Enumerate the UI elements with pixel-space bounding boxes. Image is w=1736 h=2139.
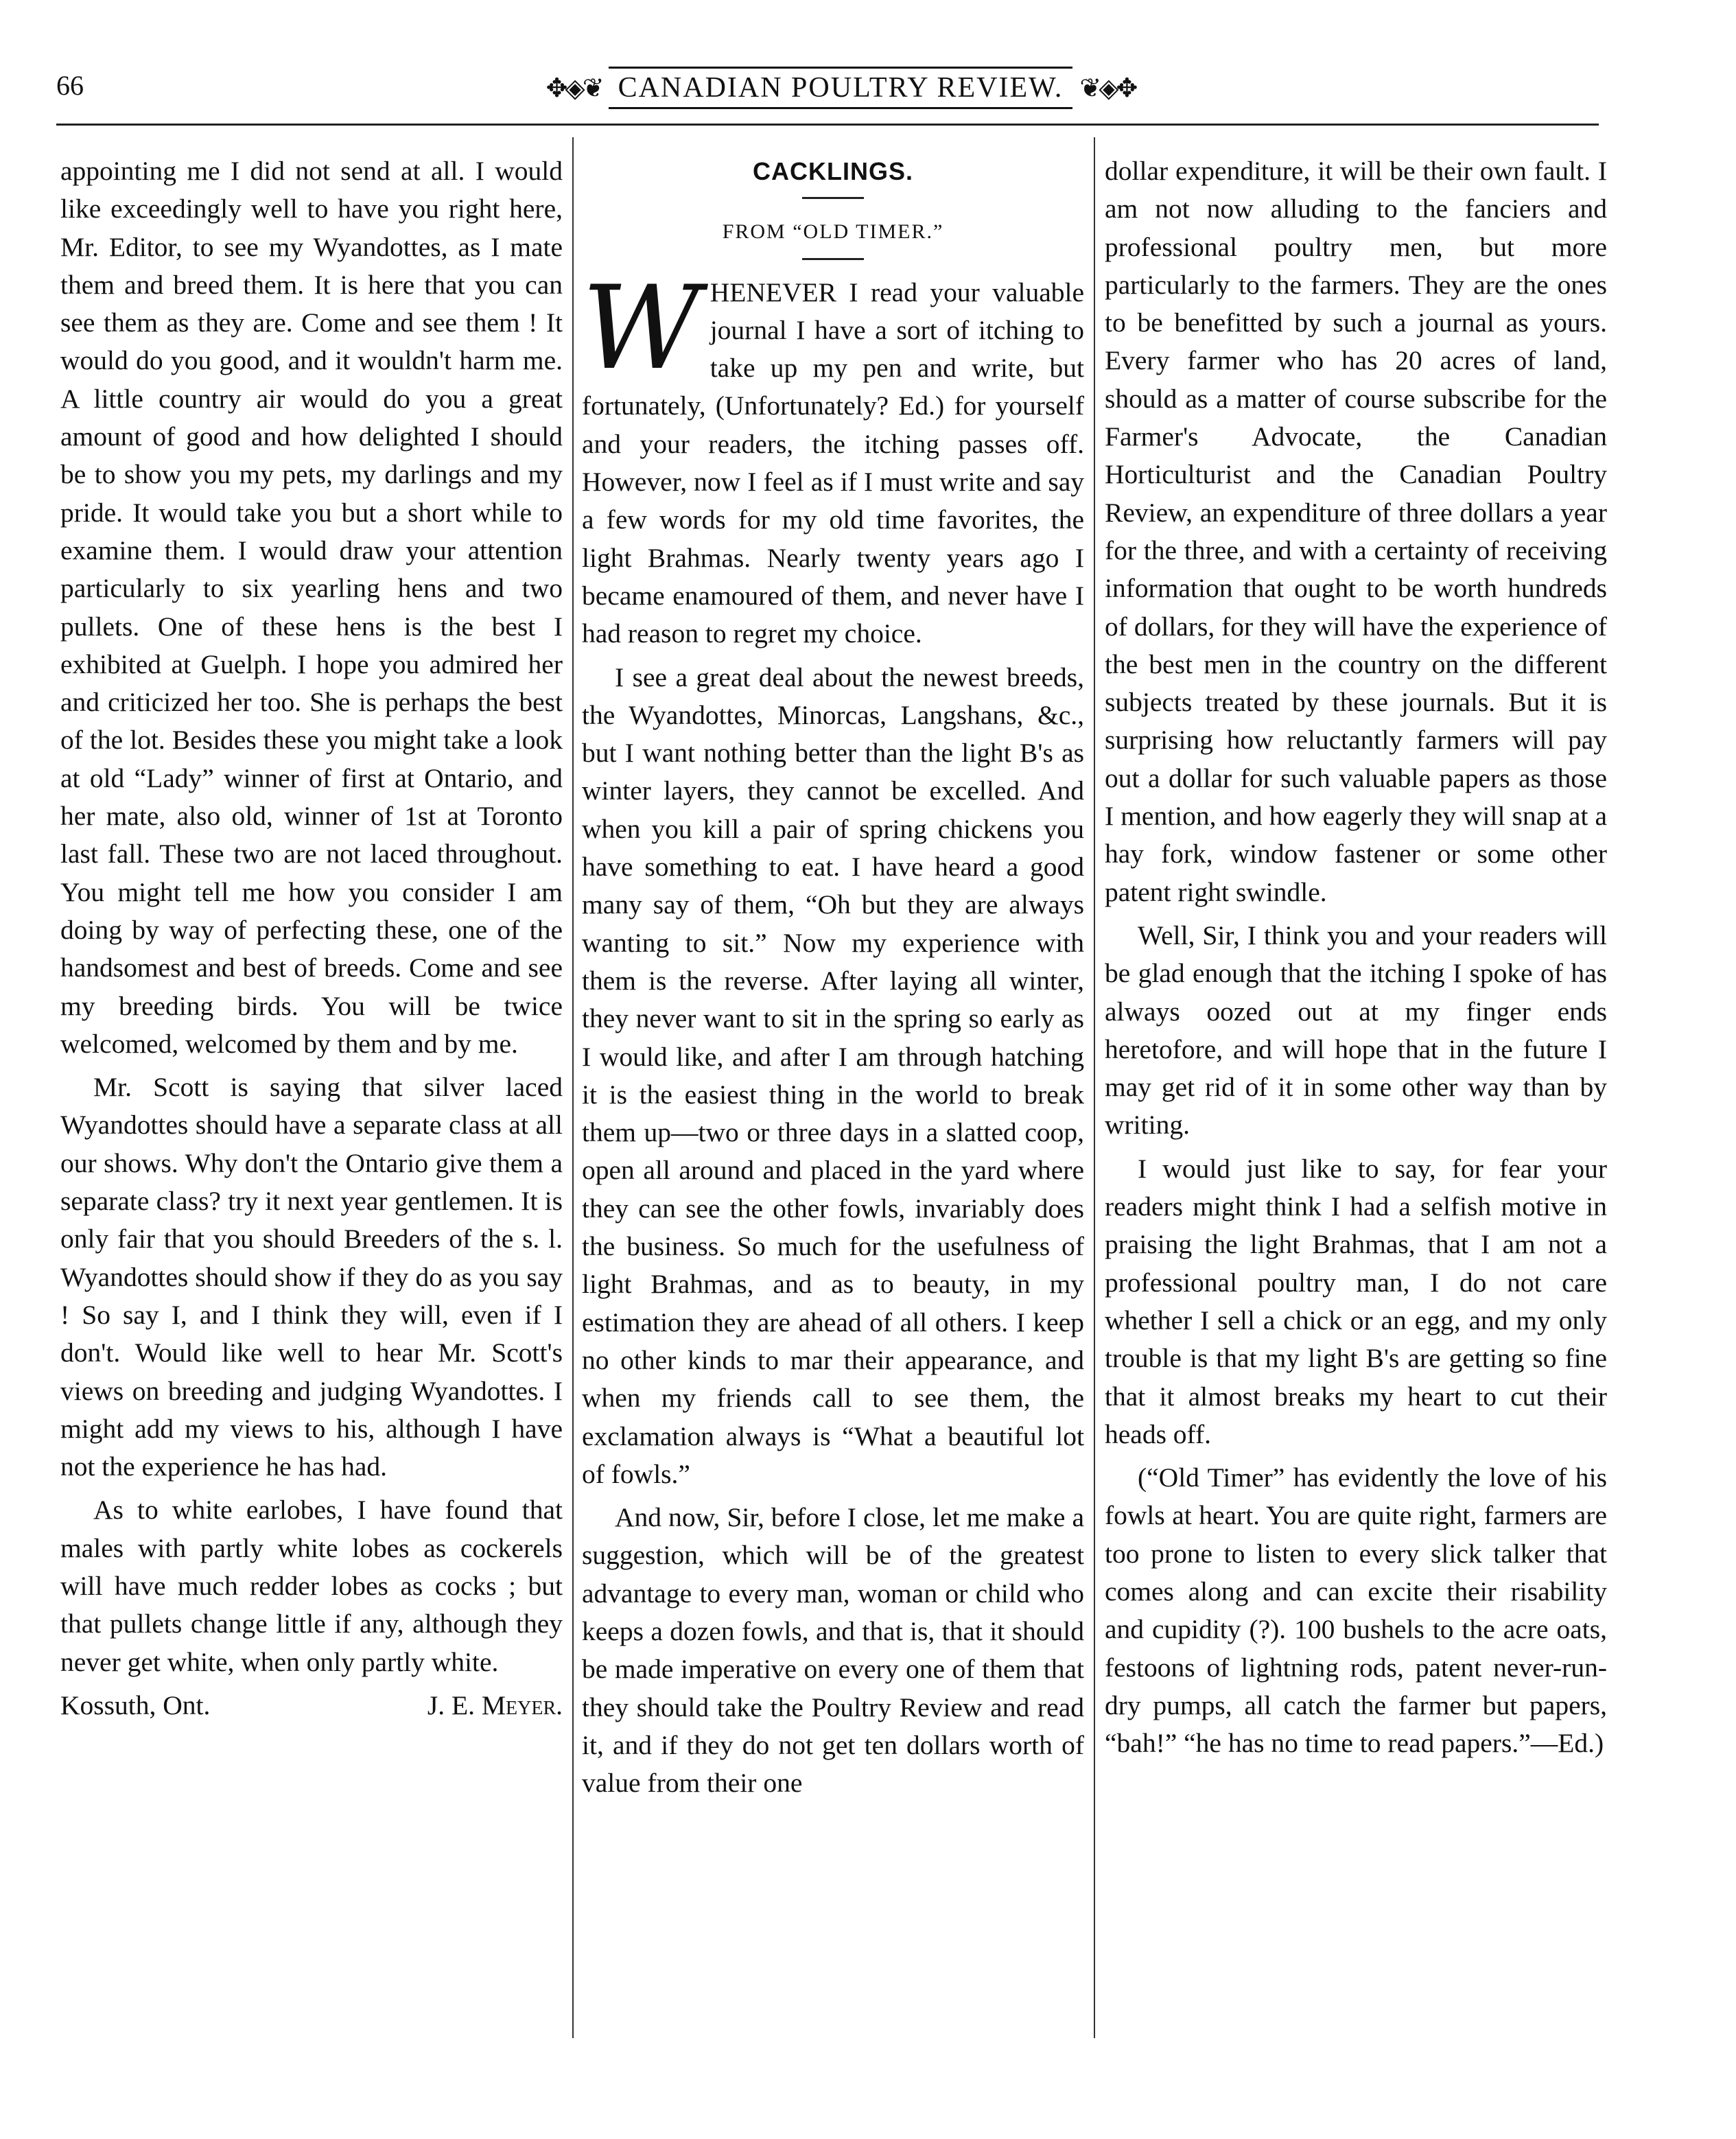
header-rule	[56, 124, 1599, 126]
article-byline: FROM “OLD TIMER.”	[722, 220, 944, 244]
col2-paragraph-3: And now, Sir, before I close, let me make a suggestion, which will be of the greatest advantage to every man, woman or child who keeps a dozen fowls, and that is, that it should be made imperative on every one of them that they should take the Poultry Review and read it, and if they do not get ten dollars worth of value from their one	[582, 1502, 1084, 1799]
col3-paragraph-3: I would just like to say, for fear your readers might think I had a selfish motive in praising the light Brahmas, that I am not a professional poultry man, I do not care whether I sell a chick or an egg, and my only trouble is that my light B's are getting so fine that it almost breaks my heart to cut their heads off.	[1105, 1153, 1607, 1449]
col2-paragraph-2: I see a great deal about the newest breeds, the Wyandottes, Minorcas, Langshans, &c., but I want nothing better than the light B's as winter layers, they cannot be excelled. And when you kill a pair of spring chickens you have something to eat. I have heard a good many say of them, “Oh but they are always wanting to sit.” Now my experience with them is the reverse. After laying all winter, they never want to sit in the spring so early as I would like, and after I am through hatching it is the easiest thing in the world to break them up—two or three days in a slatted coop, open all around and placed in the yard where they can see the other fowls, invariably does the business. So much for the usefulness of light Brahmas, and as to beauty, in my estimation they are ahead of all others. I keep no other kinds to mar their appearance, and when my friends call to see them, the exclamation always is “What a beautiful lot of fowls.”	[582, 662, 1084, 1489]
page-number: 66	[56, 70, 84, 101]
column-divider-2	[1094, 137, 1095, 2038]
masthead-title: CANADIAN POULTRY REVIEW.	[609, 67, 1073, 109]
masthead	[542, 60, 1139, 115]
article-heading: CACKLINGS.	[753, 157, 913, 185]
col2-paragraph-1-text: HENEVER I read your valuable journal I have a sort of itching to take up my pen and write, but fortunately, (Unfortunately? Ed.) for yourself and your readers, the itching passes off. However, now I feel as if I must write and say a few words for my old time favorites, the light Brahmas. Nearly twenty years ago I became enamoured of them, and never have I had reason to regret my choice.	[582, 277, 1084, 649]
col1-paragraph-1: appointing me I did not send at all. I would like exceedingly well to have you right here, Mr. Editor, to see my Wyandottes, as I mate them and breed them. It is here that you can see them as they are. Come and see them ! It would do you good, and it wouldn't harm me. A little country air would do you a great amount of good and how delighted I should be to show you my pets, my darlings and my pride. It would take you but a short while to examine them. I would draw your attention particularly to six yearling hens and two pullets. One of these hens is the best I exhibited at Guelph. I hope you admired her and criticized her too. She is perhaps the best of the lot. Besides these you might take a look at old “Lady” winner of first at Ontario, and her mate, also old, winner of 1st at Toronto last fall. These two are not laced throughout. You might tell me how you consider I am doing by way of perfecting these, one of the handsomest and best of breeds. Come and see my breeding birds. You will be twice welcomed, welcomed by them and by me.	[60, 156, 563, 1059]
ornament-left-icon: ✥◈❦	[546, 73, 602, 103]
col3-paragraph-2: Well, Sir, I think you and your readers will be glad enough that the itching I spoke of has always oozed out at my finger ends heretofore, and will hope that in the future I may get rid of it in some other way than by writing.	[1105, 920, 1607, 1141]
col2-paragraph-1	[582, 260, 1084, 653]
col1-paragraph-3: As to white earlobes, I have found that males with partly white lobes as cockerels will have much redder lobes as cocks ; but that pullets change little if any, although they never get white, when only partly white.	[60, 1495, 563, 1677]
column-1	[60, 152, 563, 2067]
byline-rule	[802, 258, 864, 260]
col3-paragraph-1: dollar expenditure, it will be their own fault. I am not now alluding to the fanciers and professional poultry men, but more particularly to the farmers. They are the ones to be benefitted by such a journal as yours. Every farmer who has 20 acres of land, should as a matter of course subscribe for the Farmer's Advocate, the Canadian Horticulturist and the Canadian Poultry Review, an expenditure of three dollars a year for the three, and with a certainty of receiving information that ought to be worth hundreds of dollars, for they will have the experience of the best men in the country on the different subjects treated by these journals. But it is surprising how reluctantly farmers will pay out a dollar for such valuable papers as those I mention, and how eagerly they will snap at a hay fork, window fastener or some other patent right swindle.	[1105, 156, 1607, 907]
heading-rule	[802, 197, 864, 199]
column-divider-1	[572, 137, 574, 2038]
ornament-right-icon: ❦◈✥	[1079, 73, 1136, 103]
drop-cap: W	[582, 260, 701, 395]
col3-paragraph-4: (“Old Timer” has evidently the love of his fowls at heart. You are quite right, farmers are too prone to listen to every slick talker that comes along and can excite their risability and cupidity (?). 100 bushels to the acre oats, festoons of lightning rods, patent never-run-dry pumps, all catch the farmer but papers, “bah!” “he has no time to read papers.”—Ed.)	[1105, 1462, 1607, 1759]
col1-paragraph-2: Mr. Scott is saying that silver laced Wyandottes should have a separate class at all our shows. Why don't the Ontario give them a separate class? try it next year gentlemen. It is only fair that you should Breeders of the s. l. Wyandottes should show if they do as you say ! So say I, and I think they will, even if I don't. Would like well to hear Mr. Scott's views on breeding and judging Wyandottes. I might add my views to his, although I have not the experience he has had.	[60, 1072, 563, 1482]
signoff-signature: J. E. Meyer.	[427, 1690, 563, 1720]
signoff-place: Kossuth, Ont.	[60, 1690, 211, 1720]
column-2	[582, 152, 1084, 2067]
signoff	[60, 1687, 563, 1725]
column-3	[1105, 152, 1607, 2067]
